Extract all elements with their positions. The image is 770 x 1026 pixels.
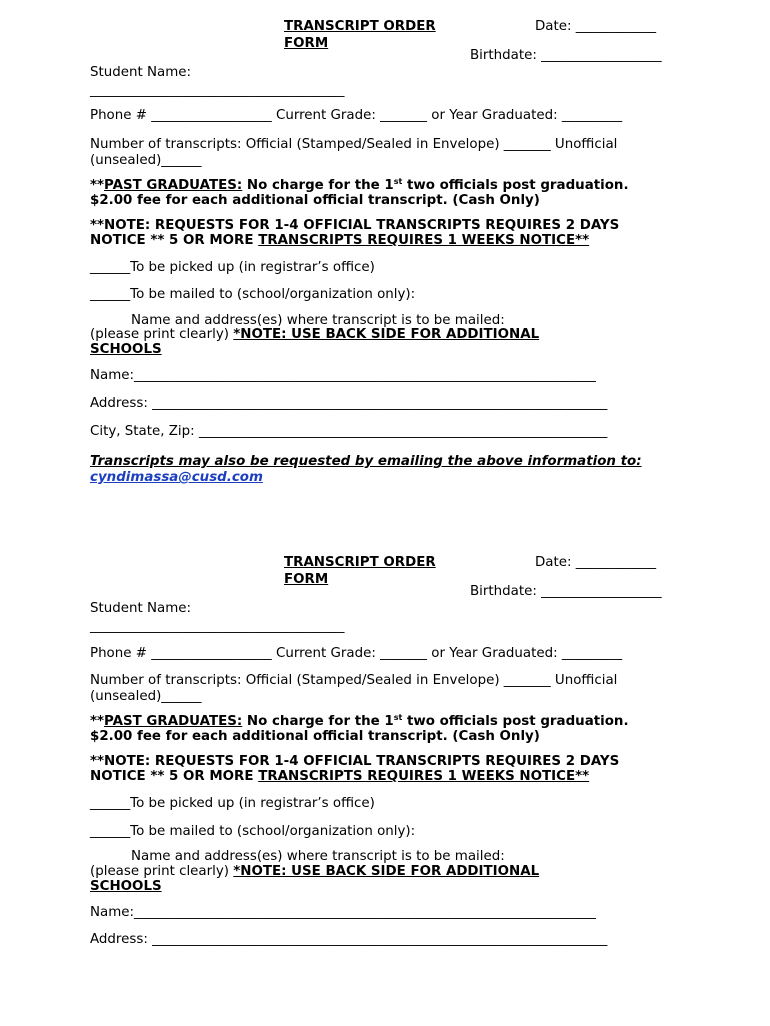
requests-note-part: TRANSCRIPTS REQUIRES 1 WEEKS NOTICE** [258,769,590,784]
number-of-transcripts[interactable]: Number of transcripts: Official (Stamped/Sealed in Envelope) _______ Unofficial [90,137,618,152]
phone-grade-line[interactable]: Phone # __________________ Current Grade: _______ or Year Graduated: _________ [90,646,623,661]
print-prefix: (please print clearly) [90,864,234,879]
past-graduates-label: PAST GRADUATES: [104,178,243,193]
pickup-option[interactable]: ______To be picked up (in registrar’s office) [90,260,375,275]
email-link[interactable]: cyndimassa@cusd.com [90,470,263,485]
student-name-label: Student Name: [90,65,191,80]
transcript-order-form-2 [0,536,770,1026]
past-text: two officials post graduation. [402,714,629,729]
email-instructions: Transcripts may also be requested by emailing the above information to: [90,454,642,469]
fee-notice: $2.00 fee for each additional official transcript. (Cash Only) [90,729,540,744]
back-side-note: *NOTE: USE BACK SIDE FOR ADDITIONAL [233,327,540,342]
past-text: two officials post graduation. [402,178,629,193]
student-name-label: Student Name: [90,601,191,616]
number-of-transcripts-unsealed[interactable]: (unsealed)______ [90,153,202,168]
birthdate-field[interactable]: Birthdate: __________________ [470,584,662,599]
mail-instructions: Name and address(es) where transcript is to be mailed: [131,849,505,864]
requests-note-part: TRANSCRIPTS REQUIRES 1 WEEKS NOTICE** [258,233,590,248]
past-text: No charge for the 1 [242,714,394,729]
birthdate-field[interactable]: Birthdate: __________________ [470,48,662,63]
form-title: FORM [284,572,329,587]
print-prefix: (please print clearly) [90,327,234,342]
form-title: TRANSCRIPT ORDER [284,555,436,570]
fee-notice: $2.00 fee for each additional official transcript. (Cash Only) [90,193,540,208]
requests-note [90,769,589,785]
address-field[interactable]: Address: ____________________________________________________________________ [90,932,608,947]
student-name-field[interactable]: ______________________________________ [90,83,345,98]
back-side-note: SCHOOLS [90,879,162,894]
name-field[interactable]: Name:_____________________________________________________________________ [90,368,596,383]
phone-grade-line[interactable]: Phone # __________________ Current Grade: _______ or Year Graduated: _________ [90,108,623,123]
address-field[interactable]: Address: ____________________________________________________________________ [90,396,608,411]
back-side-note: *NOTE: USE BACK SIDE FOR ADDITIONAL [233,864,540,879]
print-clearly-note [90,864,539,880]
transcript-order-form-1 [0,0,770,490]
mail-option[interactable]: ______To be mailed to (school/organization only): [90,824,416,839]
past-text: No charge for the 1 [242,178,394,193]
ordinal-suffix: st [393,177,403,186]
requests-note: **NOTE: REQUESTS FOR 1-4 OFFICIAL TRANSCRIPTS REQUIRES 2 DAYS [90,754,620,769]
back-side-note: SCHOOLS [90,342,162,357]
date-field[interactable]: Date: ____________ [535,19,657,34]
form-title: FORM [284,36,329,51]
past-prefix: ** [90,714,105,729]
past-graduates-label: PAST GRADUATES: [104,714,243,729]
past-graduates-notice [90,178,629,194]
student-name-field[interactable]: ______________________________________ [90,619,345,634]
mail-option[interactable]: ______To be mailed to (school/organization only): [90,287,416,302]
number-of-transcripts-unsealed[interactable]: (unsealed)______ [90,689,202,704]
requests-note-part: NOTICE ** 5 OR MORE [90,769,259,784]
requests-note: **NOTE: REQUESTS FOR 1-4 OFFICIAL TRANSCRIPTS REQUIRES 2 DAYS [90,218,620,233]
pickup-option[interactable]: ______To be picked up (in registrar’s office) [90,796,375,811]
form-title: TRANSCRIPT ORDER [284,19,436,34]
mail-instructions: Name and address(es) where transcript is to be mailed: [131,313,505,328]
date-field[interactable]: Date: ____________ [535,555,657,570]
requests-note [90,233,589,249]
number-of-transcripts[interactable]: Number of transcripts: Official (Stamped/Sealed in Envelope) _______ Unofficial [90,673,618,688]
name-field[interactable]: Name:_____________________________________________________________________ [90,905,596,920]
ordinal-suffix: st [393,713,403,722]
print-clearly-note [90,327,539,343]
past-graduates-notice [90,714,629,730]
requests-note-part: NOTICE ** 5 OR MORE [90,233,259,248]
past-prefix: ** [90,178,105,193]
city-state-zip-field[interactable]: City, State, Zip: _____________________________________________________________ [90,424,608,439]
